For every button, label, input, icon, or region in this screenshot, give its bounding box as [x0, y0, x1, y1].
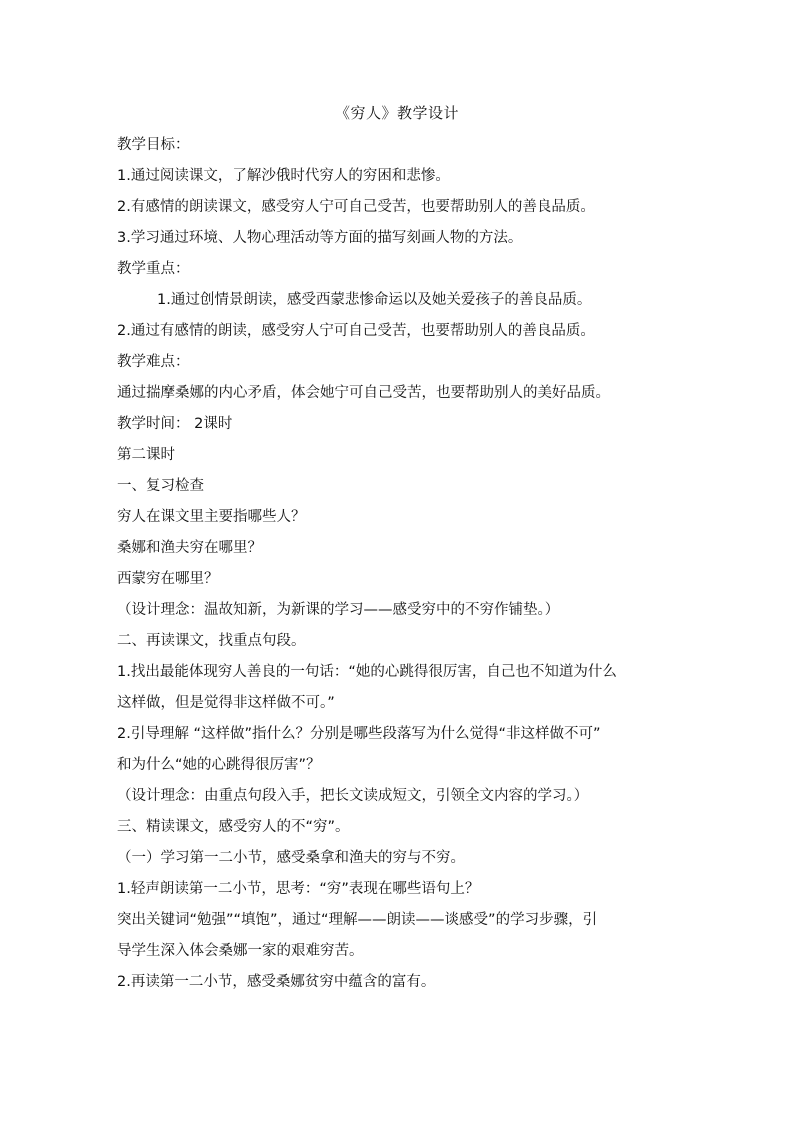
objective-item-2: 2.有感情的朗读课文，感受穷人宁可自己受苦，也要帮助别人的善良品质。 [117, 199, 595, 215]
section-reread-heading: 二、再读课文，找重点句段。 [117, 633, 306, 649]
close-reading-item-2: 2.再读第一二小节，感受桑娜贫穷中蕴含的富有。 [117, 974, 436, 990]
reread-item-1-line-1: 1.找出最能体现穷人善良的一句话：“她的心跳得很厉害，自己也不知道为什么 [117, 664, 617, 680]
close-reading-item-1: 1.轻声朗读第一二小节，思考：“穷”表现在哪些语句上？ [117, 881, 480, 897]
lesson-heading: 第二课时 [117, 447, 175, 463]
key-point-item-1: 1.通过创情景朗读，感受西蒙悲惨命运以及她关爱孩子的善良品质。 [157, 292, 592, 308]
teaching-time: 教学时间： 2课时 [117, 416, 233, 432]
section-heading-difficulty: 教学难点： [117, 354, 190, 370]
review-question-2: 桑娜和渔夫穷在哪里？ [117, 540, 262, 556]
close-reading-note-line-1: 突出关键词“勉强”“填饱”，通过“理解——朗读——谈感受”的学习步骤，引 [117, 912, 598, 928]
objective-item-1: 1.通过阅读课文，了解沙俄时代穷人的穷困和悲惨。 [117, 168, 450, 184]
review-question-3: 西蒙穷在哪里？ [117, 571, 219, 587]
difficulty-text: 通过揣摩桑娜的内心矛盾，体会她宁可自己受苦，也要帮助别人的美好品质。 [117, 385, 610, 401]
section-heading-objectives: 教学目标： [117, 137, 190, 153]
subsection-heading-1: （一）学习第一二小节，感受桑拿和渔夫的穷与不穷。 [117, 850, 465, 866]
document-title: 《穷人》教学设计 [334, 104, 459, 122]
key-point-item-2: 2.通过有感情的朗读，感受穷人宁可自己受苦，也要帮助别人的善良品质。 [117, 323, 595, 339]
reread-item-2-line-1: 2.引导理解 “这样做”指什么？分别是哪些段落写为什么觉得“非这样做不可” [117, 726, 601, 742]
design-note-1: （设计理念：温故知新，为新课的学习——感受穷中的不穷作铺垫。） [117, 602, 560, 618]
section-close-reading-heading: 三、精读课文，感受穷人的不“穷”。 [117, 819, 350, 835]
review-question-1: 穷人在课文里主要指哪些人？ [117, 509, 306, 525]
section-heading-key-points: 教学重点： [117, 261, 190, 277]
section-review-heading: 一、复习检查 [117, 478, 204, 494]
reread-item-2-line-2: 和为什么“她的心跳得很厉害”？ [117, 757, 321, 773]
close-reading-note-line-2: 导学生深入体会桑娜一家的艰难穷苦。 [117, 943, 364, 959]
reread-item-1-line-2: 这样做，但是觉得非这样做不可。” [117, 695, 335, 711]
objective-item-3: 3.学习通过环境、人物心理活动等方面的描写刻画人物的方法。 [117, 230, 523, 246]
design-note-2: （设计理念：由重点句段入手，把长文读成短文，引领全文内容的学习。） [117, 788, 589, 804]
